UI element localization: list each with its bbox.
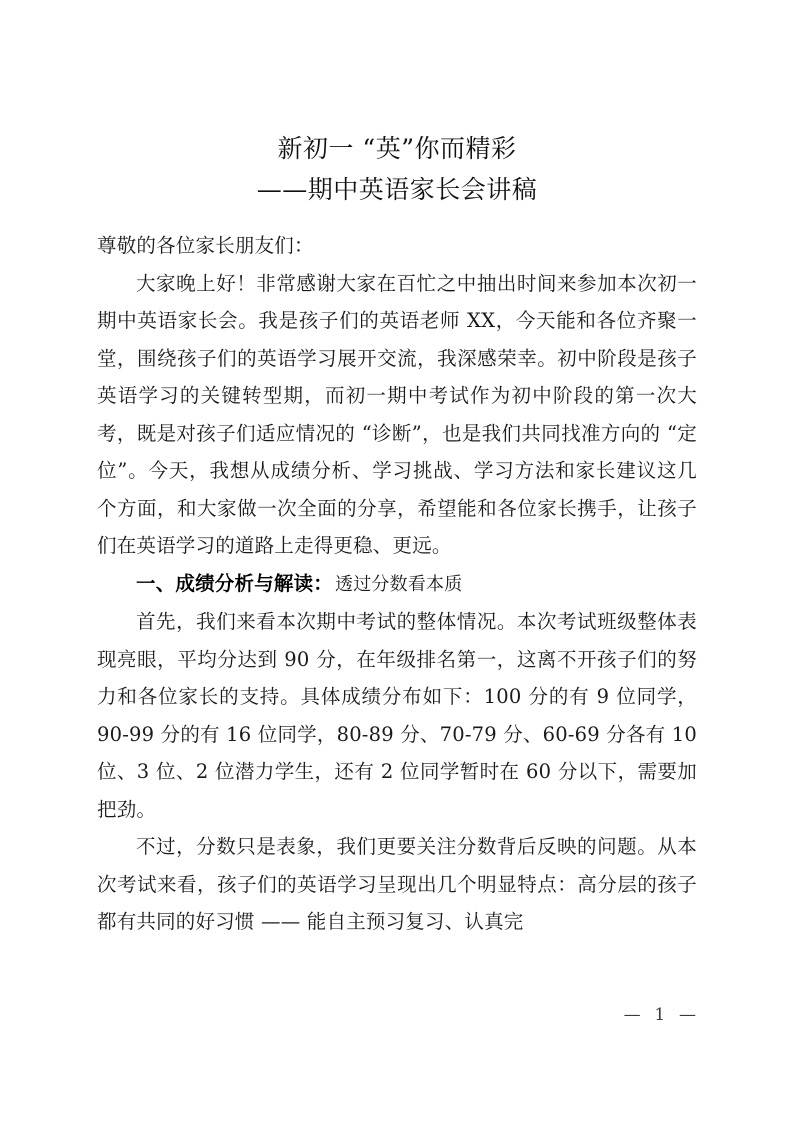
document-title xyxy=(97,128,697,210)
title-line-primary: 新初一 “英”你而精彩 xyxy=(277,134,517,163)
document-content xyxy=(97,128,697,941)
section-heading-main: 一、成绩分析与解读： xyxy=(136,571,334,595)
intro-paragraph: 大家晚上好！非常感谢大家在百忙之中抽出时间来参加本次初一期中英语家长会。我是孩子们的英语老师 XX，今天能和各位齐聚一堂，围绕孩子们的英语学习展开交流，我深感荣幸。初中阶段是孩子英语学习的关键转型期，而初一期中考试作为初中阶段的第一次大考，既是对孩子们适应情况的 “诊断”，也是我们共同找准方向的 “定位”。今天，我想从成绩分析、学习挑战、学习方法和家长建议这几个方面，和大家做一次全面的分享，希望能和各位家长携手，让孩子们在英语学习的道路上走得更稳、更远。 xyxy=(97,271,697,557)
section-paragraph-scores: 首先，我们来看本次期中考试的整体情况。本次考试班级整体表现亮眼，平均分达到 90 分，在年级排名第一，这离不开孩子们的努力和各位家长的支持。具体成绩分布如下：100 分的有 9 位同学，90-99 分的有 16 位同学，80-89 分、70-79 分、60-69 分各有 10 位、3 位、2 位潜力学生，还有 2 位同学暂时在 60 分以下，需要加把劲。 xyxy=(97,610,697,821)
section-paragraph-analysis: 不过，分数只是表象，我们更要关注分数背后反映的问题。从本次考试来看，孩子们的英语学习呈现出几个明显特点：高分层的孩子都有共同的好习惯 —— 能自主预习复习、认真完 xyxy=(97,835,697,933)
title-line-subtitle: ——期中英语家长会讲稿 xyxy=(256,175,538,204)
section-heading-sub: 透过分数看本质 xyxy=(335,573,463,595)
section-heading-one xyxy=(97,565,697,604)
salutation-line: 尊敬的各位家长朋友们： xyxy=(97,234,314,257)
page-number-footer: — 1 — xyxy=(623,1005,697,1025)
